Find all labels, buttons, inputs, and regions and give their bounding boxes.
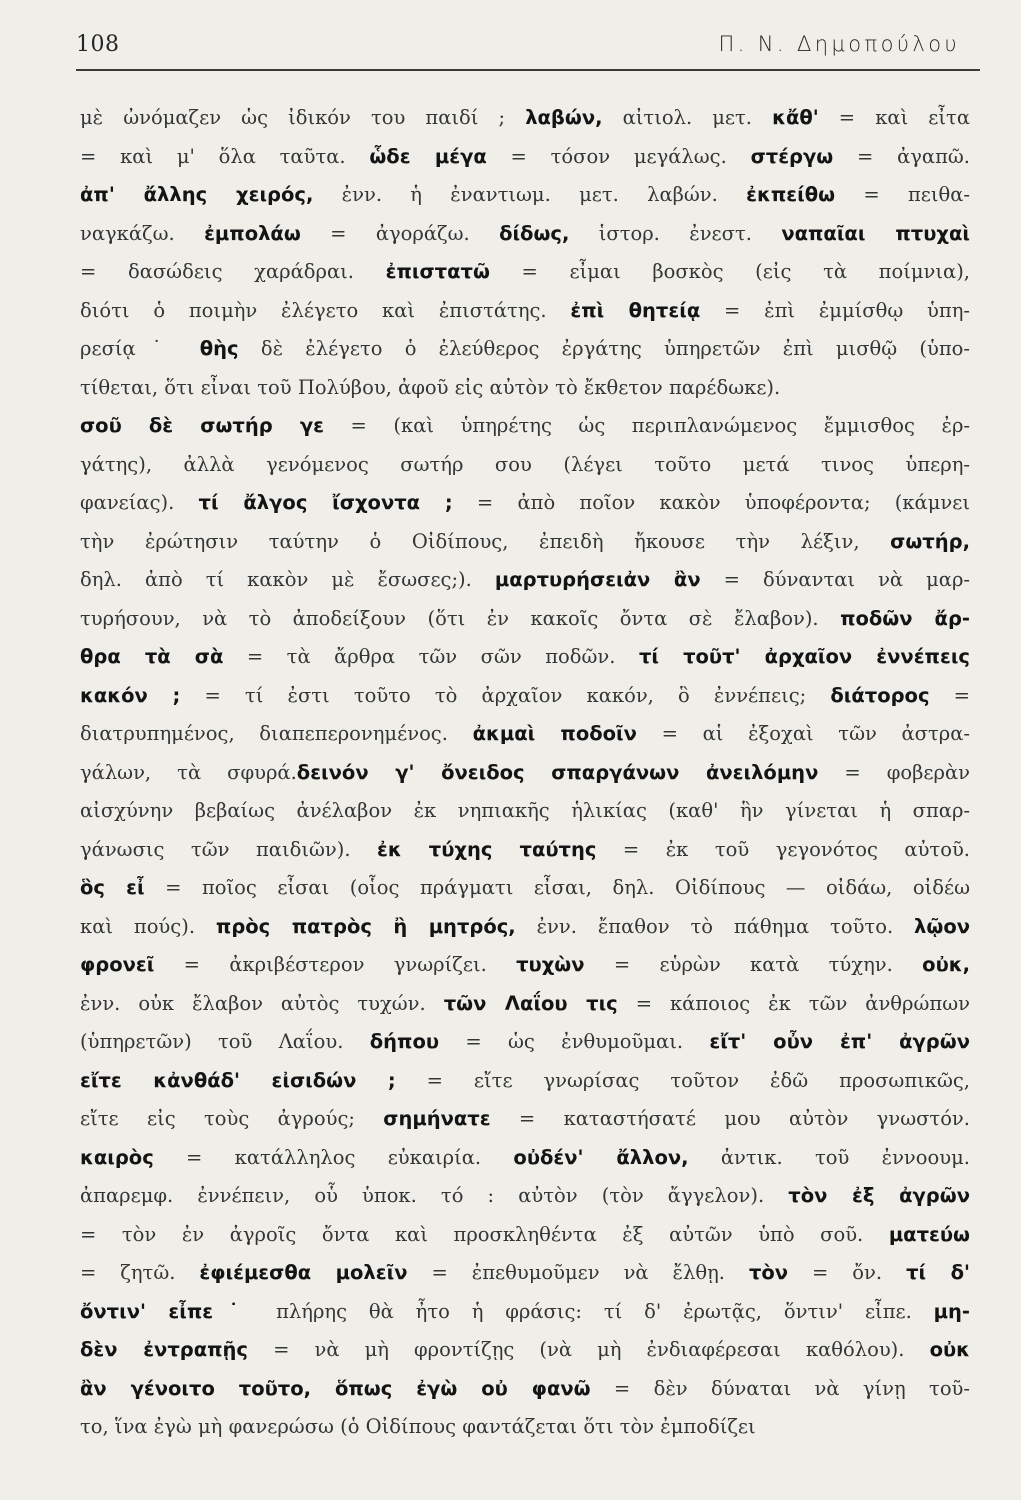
text-line [80, 176, 970, 215]
gloss-text: γάτης), ἀλλὰ γενόμενος σωτήρ σου (λέγει τοῦτο μετά τινος ὑπερη- [80, 452, 970, 476]
text-line [80, 1293, 970, 1332]
lemma-bold: λῷον [914, 914, 970, 938]
text-line [80, 484, 970, 523]
text-line [80, 831, 970, 870]
lemma-bold: ὄντιν' εἶπε˙ [80, 1299, 255, 1323]
gloss-text: πλήρης θὰ ἦτο ἡ φράσις: τί δ' ἐρωτᾷς, ὅντιν' εἶπε. [254, 1299, 934, 1323]
text-line [80, 1023, 970, 1062]
lemma-bold: ἐπιστατῶ [385, 260, 490, 283]
text-line [80, 369, 970, 408]
gloss-text: ναγκάζω. [80, 221, 205, 245]
lemma-bold: ἐφιέμεσθα μολεῖν [199, 1261, 408, 1284]
lemma-bold: σοῦ δὲ σωτήρ γε [80, 414, 324, 437]
gloss-text: = ἀγαπῶ. [833, 144, 970, 168]
text-line [80, 215, 970, 254]
gloss-text: γάνωσις τῶν παιδιῶν). [80, 837, 378, 861]
lemma-bold: ἐπὶ θητείᾳ [570, 298, 701, 322]
lemma-bold: ὧδε μέγα [369, 144, 487, 168]
gloss-text: τυρήσουν, νὰ τὸ ἀποδείξουν (ὅτι ἐν κακοῖς ὄντα σὲ ἔλαβον). [80, 606, 841, 630]
lemma-bold: τὸν [748, 1261, 789, 1284]
text-line [80, 677, 970, 716]
lemma-bold: δὲν ἐντραπῇς [80, 1338, 248, 1361]
text-line [80, 1370, 970, 1409]
lemma-bold: δίδως, [499, 221, 570, 245]
lemma-bold: τὸν ἐξ ἀγρῶν [788, 1184, 970, 1207]
gloss-text: διότι ὁ ποιμὴν ἐλέγετο καὶ ἐπιστάτης. [80, 298, 571, 322]
lemma-bold: ναπαῖαι πτυχαὶ [781, 221, 970, 245]
text-line [80, 330, 970, 369]
gloss-text: τὴν ἐρώτησιν ταύτην ὁ Οἰδίπους, ἐπειδὴ ἤκουσε τὴν λέξιν, [80, 529, 891, 553]
text-line [80, 908, 970, 947]
text-line [80, 253, 970, 292]
gloss-text: το, ἵνα ἐγὼ μὴ φανερώσω (ὁ Οἰδίπους φαντάζεται ὅτι τὸν ἐμποδίζει [80, 1415, 756, 1438]
gloss-text: = ἐκ τοῦ γεγονότος αὐτοῦ. [596, 837, 970, 861]
lemma-bold: τυχὼν [516, 953, 585, 976]
gloss-text: ἀπαρεμφ. ἐννέπειν, οὗ ὑποκ. τό : αὐτὸν (τὸν ἄγγελον). [80, 1184, 789, 1207]
text-line [80, 715, 970, 754]
text-line [80, 792, 970, 831]
gloss-text: = πειθα- [835, 183, 970, 206]
lemma-bold: μη- [933, 1299, 970, 1323]
text-line [80, 946, 970, 985]
text-line [80, 1177, 970, 1216]
gloss-text: = τὰ ἄρθρα τῶν σῶν ποδῶν. [223, 645, 639, 668]
gloss-text: δὲ ἐλέγετο ὁ ἐλεύθερος ἐργάτης ὑπηρετῶν ἐπὶ μισθῷ (ὑπο- [238, 337, 970, 360]
lemma-bold: οὐδέν' ἄλλον, [513, 1145, 689, 1169]
text-line [80, 1062, 970, 1101]
text-line [80, 1100, 970, 1139]
text-line [80, 1331, 970, 1370]
gloss-text: ἐνν. οὐκ ἔλαβον αὐτὸς τυχών. [80, 991, 444, 1015]
lemma-bold: λαβών, [525, 106, 603, 129]
text-line [80, 561, 970, 600]
gloss-text: = (καὶ ὑπηρέτης ὡς περιπλανώμενος ἔμμισθος ἐρ- [323, 414, 970, 437]
gloss-text: = ἀκριβέστερον γνωρίζει. [154, 953, 517, 976]
lemma-bold: εἴτ' οὖν ἐπ' ἀγρῶν [709, 1030, 970, 1053]
gloss-text: ἐνν. ἔπαθον τὸ πάθημα τοῦτο. [515, 914, 915, 938]
gloss-text: = δύνανται νὰ μαρ- [700, 568, 970, 591]
text-line [80, 138, 970, 177]
page-number: 108 [76, 32, 120, 57]
gloss-text: τίθεται, ὅτι εἶναι τοῦ Πολύβου, ἀφοῦ εἰς αὐτὸν τὸ ἔκθετον παρέδωκε). [80, 375, 781, 399]
gloss-text: = ἐπεθυμοῦμεν νὰ ἔλθῃ. [407, 1261, 749, 1284]
gloss-text: αἰτιολ. μετ. [602, 106, 773, 129]
text-line [80, 407, 970, 446]
lemma-bold: διάτορος [830, 683, 930, 707]
lemma-bold: τῶν Λαΐου τις [443, 991, 618, 1015]
lemma-bold: πρὸς πατρὸς ἢ μητρός, [215, 914, 516, 938]
lemma-bold: ἐκ τύχης ταύτης [377, 837, 597, 861]
gloss-text: = δὲν δύναται νὰ γίνῃ τοῦ- [590, 1376, 970, 1400]
gloss-text: = [929, 683, 970, 707]
gloss-text: = ζητῶ. [80, 1261, 200, 1284]
lemma-bold: εἴτε κἀνθάδ' εἰσιδών ; [80, 1068, 396, 1092]
running-head-author: Π. Ν. Δημοπούλου [718, 32, 960, 56]
gloss-text: = φοβερὰν [818, 760, 970, 784]
lemma-bold: φρονεῖ [80, 953, 155, 976]
text-line [80, 1139, 970, 1178]
text-line [80, 1408, 970, 1447]
gloss-text: = κατάλληλος εὐκαιρία. [153, 1145, 514, 1169]
lemma-bold: σημήνατε [383, 1107, 491, 1130]
gloss-text: = τί ἐστι τοῦτο τὸ ἀρχαῖον κακόν, ὃ ἐννέπεις; [180, 683, 831, 707]
text-line [80, 754, 970, 793]
gloss-text: = εὑρὼν κατὰ τύχην. [584, 953, 923, 976]
gloss-text: = ἀπὸ ποῖον κακὸν ὑποφέροντα; (κάμνει [452, 491, 970, 514]
lemma-bold: ἐμπολάω [204, 221, 301, 245]
lemma-bold: τί τοῦτ' ἀρχαῖον ἐννέπεις [638, 645, 970, 668]
gloss-text: δηλ. ἀπὸ τί κακὸν μὲ ἔσωσες;). [80, 568, 495, 591]
lemma-bold: οὐκ, [922, 953, 970, 976]
text-line [80, 99, 970, 138]
lemma-bold: στέργω [750, 144, 834, 168]
gloss-text: ἀντικ. τοῦ ἐννοουμ. [688, 1145, 970, 1169]
text-line [80, 985, 970, 1024]
text-line [80, 446, 970, 485]
gloss-text: ἱστορ. ἐνεστ. [569, 221, 782, 245]
running-header [76, 24, 968, 64]
lemma-bold: ἂν γένοιτο τοῦτο, ὅπως ἐγὼ οὐ φανῶ [80, 1376, 591, 1400]
lemma-bold: οὐκ [929, 1338, 970, 1361]
gloss-text: εἴτε εἰς τοὺς ἀγρούς; [80, 1107, 384, 1130]
lemma-bold: καιρὸς [80, 1145, 154, 1169]
lemma-bold: τί ἄλγος ἴσχοντα ; [198, 491, 453, 514]
gloss-text: = καταστήσατέ μου αὐτὸν γνωστόν. [490, 1107, 970, 1130]
lemma-bold: κἄθ' [772, 106, 819, 129]
text-line [80, 292, 970, 331]
lemma-bold: ἐκπείθω [746, 183, 836, 206]
lemma-bold: σωτήρ, [890, 529, 970, 553]
gloss-text: ρεσίᾳ˙ [80, 337, 200, 360]
lemma-bold: ματεύω [888, 1222, 970, 1246]
gloss-text: = ἀγοράζω. [300, 221, 500, 245]
gloss-text: = αἱ ἐξοχαὶ τῶν ἀστρα- [636, 722, 970, 745]
gloss-text: = καὶ εἶτα [818, 106, 970, 129]
gloss-text: = νὰ μὴ φροντίζῃς (νὰ μὴ ἐνδιαφέρεσαι καθόλου). [248, 1338, 930, 1361]
lemma-bold: θρα τὰ σὰ [80, 645, 224, 668]
gloss-text: = ὄν. [788, 1261, 907, 1284]
gloss-text: = κάποιος ἐκ τῶν ἀνθρώπων [617, 991, 970, 1015]
gloss-text: αἰσχύνην βεβαίως ἀνέλαβον ἐκ νηπιακῆς ἡλικίας (καθ' ἣν γίνεται ἡ σπαρ- [80, 799, 970, 822]
lemma-bold: ἀπ' ἄλλης χειρός, [80, 183, 314, 206]
gloss-text: μὲ ὠνόμαζεν ὡς ἰδικόν του παιδί ; [80, 106, 526, 129]
lemma-bold: ποδῶν ἄρ- [840, 606, 970, 630]
text-line [80, 523, 970, 562]
lemma-bold: τί δ' [906, 1261, 970, 1284]
gloss-text: = καὶ μ' ὅλα ταῦτα. [80, 144, 370, 168]
gloss-text: = ἐπὶ ἐμμίσθῳ ὑπη- [700, 298, 970, 322]
gloss-text: = τόσον μεγάλως. [486, 144, 751, 168]
gloss-text: = ὡς ἐνθυμοῦμαι. [439, 1030, 710, 1053]
lemma-bold: μαρτυρήσειἀν ἂν [494, 568, 701, 591]
gloss-text: = εἶμαι βοσκὸς (εἰς τὰ ποίμνια), [489, 260, 970, 283]
gloss-text: διατρυπημένος, διαπεπερονημένος. [80, 722, 473, 745]
text-line [80, 1254, 970, 1293]
header-rule [76, 69, 980, 71]
text-line [80, 1216, 970, 1255]
gloss-text: ἐνν. ἡ ἐναντιωμ. μετ. λαβών. [313, 183, 747, 206]
gloss-text: (ὑπηρετῶν) τοῦ Λαΐου. [80, 1030, 370, 1053]
lemma-bold: ὃς εἶ [80, 876, 145, 899]
gloss-text: καὶ πούς). [80, 914, 216, 938]
text-line [80, 869, 970, 908]
gloss-text: = εἴτε γνωρίσας τοῦτον ἐδῶ προσωπικῶς, [395, 1068, 970, 1092]
gloss-text: = δασώδεις χαράδραι. [80, 260, 386, 283]
gloss-text: = τὸν ἐν ἀγροῖς ὄντα καὶ προσκληθέντα ἐξ αὐτῶν ὑπὸ σοῦ. [80, 1222, 889, 1246]
gloss-text: φανείας). [80, 491, 199, 514]
gloss-text: γάλων, τὰ σφυρά. [80, 760, 297, 784]
text-line [80, 638, 970, 677]
commentary-text [80, 99, 970, 1447]
lemma-bold: δεινόν γ' ὄνειδος σπαργάνων ἀνειλόμην [296, 760, 819, 784]
gloss-text: = ποῖος εἶσαι (οἷος πράγματι εἶσαι, δηλ. Οἰδίπους — οἰδάω, οἰδέω [144, 876, 970, 899]
lemma-bold: ἀκμαὶ ποδοῖν [472, 722, 637, 745]
lemma-bold: θὴς [199, 337, 239, 360]
lemma-bold: κακόν ; [80, 683, 181, 707]
text-line [80, 600, 970, 639]
lemma-bold: δήπου [369, 1030, 440, 1053]
